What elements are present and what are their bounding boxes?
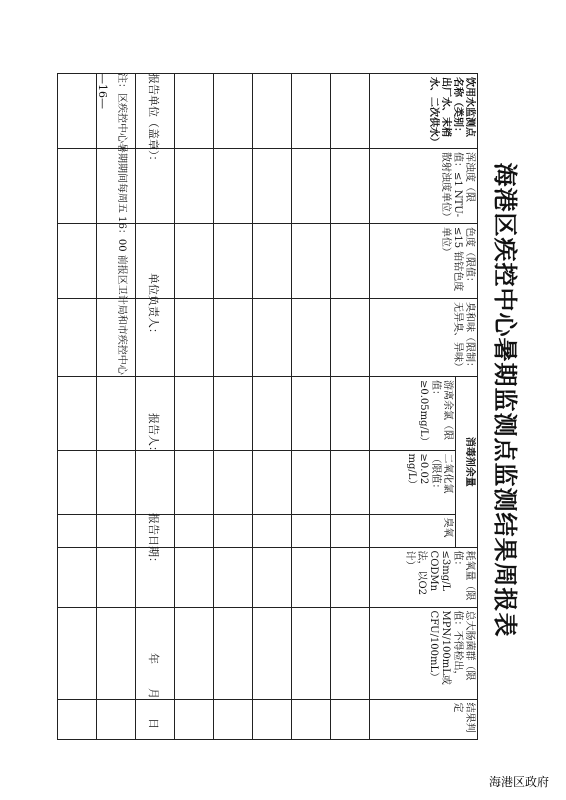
table-cell[interactable] xyxy=(175,607,214,699)
table-cell[interactable] xyxy=(331,547,370,607)
table-row xyxy=(331,74,370,740)
footer-month: 月 xyxy=(147,688,160,699)
table-cell[interactable] xyxy=(175,224,214,299)
header-odor: 臭和味（限制：无异臭、异味） xyxy=(370,299,478,377)
footer-leader: 单位负责人： xyxy=(147,273,160,339)
table-cell[interactable] xyxy=(58,149,97,224)
table-cell[interactable] xyxy=(175,699,214,739)
table-cell[interactable] xyxy=(175,74,214,149)
header-ozone: 臭氧 xyxy=(370,514,456,547)
report-title: 海港区疾控中心暑期监测点监测结果周报表 xyxy=(491,162,520,638)
footer-day: 日 xyxy=(147,718,160,729)
table-cell[interactable] xyxy=(253,299,292,377)
table-cell[interactable] xyxy=(292,149,331,224)
footer-date-label: 报告日期： xyxy=(147,513,160,568)
table-cell[interactable] xyxy=(214,74,253,149)
header-turbidity: 浑浊度（限值：≤1 NTU-散射浊度单位） xyxy=(370,149,478,224)
table-cell[interactable] xyxy=(175,547,214,607)
table-row xyxy=(136,74,175,740)
table-cell[interactable] xyxy=(292,377,331,451)
table-cell[interactable] xyxy=(58,224,97,299)
report-sheet xyxy=(33,40,533,760)
header-chlorine-dioxide: 二氧化氯（限值：≥0.02 mg/L） xyxy=(370,450,456,514)
report-note: 注：区疾控中心暑期期间每周五 16：00 前报区卫计局和市疾控中心 xyxy=(116,73,127,375)
table-cell[interactable] xyxy=(97,450,136,514)
table-row xyxy=(58,74,97,740)
table-cell[interactable] xyxy=(292,74,331,149)
table-cell[interactable] xyxy=(58,377,97,451)
table-cell[interactable] xyxy=(214,224,253,299)
table-cell[interactable] xyxy=(58,299,97,377)
table-cell[interactable] xyxy=(175,377,214,451)
table-cell[interactable] xyxy=(97,699,136,739)
table-cell[interactable] xyxy=(253,377,292,451)
table-row xyxy=(253,74,292,740)
table-cell[interactable] xyxy=(331,450,370,514)
table-cell[interactable] xyxy=(331,514,370,547)
header-cod: 耗氧量（限值：≤3mg/L CODMn法，以O2计） xyxy=(370,547,478,607)
table-cell[interactable] xyxy=(253,224,292,299)
table-cell[interactable] xyxy=(214,377,253,451)
table-cell[interactable] xyxy=(58,547,97,607)
header-site: 饮用水监测点名称（类别：出厂水、末梢水、二次供水） xyxy=(370,74,478,149)
table-cell[interactable] xyxy=(331,377,370,451)
table-cell[interactable] xyxy=(58,514,97,547)
header-free-chlorine: 游离余氯（限值：≥0.05mg/L） xyxy=(370,377,456,451)
table-cell[interactable] xyxy=(58,607,97,699)
table-cell[interactable] xyxy=(253,699,292,739)
footer-year: 年 xyxy=(147,653,160,664)
table-cell[interactable] xyxy=(292,299,331,377)
table-cell[interactable] xyxy=(214,699,253,739)
table-cell[interactable] xyxy=(58,74,97,149)
table-cell[interactable] xyxy=(331,74,370,149)
table-cell[interactable] xyxy=(331,299,370,377)
table-cell[interactable] xyxy=(331,149,370,224)
header-disinfectant-group: 消毒剂余量 xyxy=(456,377,478,548)
table-cell[interactable] xyxy=(292,607,331,699)
table-cell[interactable] xyxy=(331,699,370,739)
table-cell[interactable] xyxy=(214,547,253,607)
table-cell[interactable] xyxy=(97,607,136,699)
header-result: 结果判定 xyxy=(370,699,478,739)
table-cell[interactable] xyxy=(136,450,175,514)
source-watermark: 海港区政府 xyxy=(489,775,550,789)
table-body xyxy=(58,74,370,740)
table-cell[interactable] xyxy=(292,224,331,299)
table-cell[interactable] xyxy=(97,547,136,607)
table-cell[interactable] xyxy=(292,514,331,547)
table-cell[interactable] xyxy=(253,149,292,224)
page-number: —16— xyxy=(96,73,109,109)
table-cell[interactable] xyxy=(97,514,136,547)
table-cell[interactable] xyxy=(97,377,136,451)
table-cell[interactable] xyxy=(175,514,214,547)
header-coliform: 总大肠菌群（限值：不得检出，MPN/100mL或CFU/100mL） xyxy=(370,607,478,699)
table-cell[interactable] xyxy=(214,607,253,699)
table-cell[interactable] xyxy=(175,299,214,377)
table-row xyxy=(214,74,253,740)
table-cell[interactable] xyxy=(253,607,292,699)
table-cell[interactable] xyxy=(58,450,97,514)
header-color: 色度（限值：≤15 铂钴色度单位） xyxy=(370,224,478,299)
table-cell[interactable] xyxy=(253,74,292,149)
table-cell[interactable] xyxy=(253,547,292,607)
table-cell[interactable] xyxy=(331,224,370,299)
table-cell[interactable] xyxy=(214,149,253,224)
table-cell[interactable] xyxy=(331,607,370,699)
table-cell[interactable] xyxy=(214,299,253,377)
table-cell[interactable] xyxy=(58,699,97,739)
table-cell[interactable] xyxy=(175,450,214,514)
table-cell[interactable] xyxy=(175,149,214,224)
footer-reporter: 报告人： xyxy=(147,413,160,457)
table-cell[interactable] xyxy=(292,699,331,739)
table-cell[interactable] xyxy=(292,547,331,607)
table-row xyxy=(175,74,214,740)
table-cell[interactable] xyxy=(253,514,292,547)
footer-unit: 报告单位（盖章）： xyxy=(147,73,160,167)
table-cell[interactable] xyxy=(253,450,292,514)
table-cell[interactable] xyxy=(214,450,253,514)
table-row xyxy=(292,74,331,740)
table-cell[interactable] xyxy=(214,514,253,547)
table-cell[interactable] xyxy=(292,450,331,514)
